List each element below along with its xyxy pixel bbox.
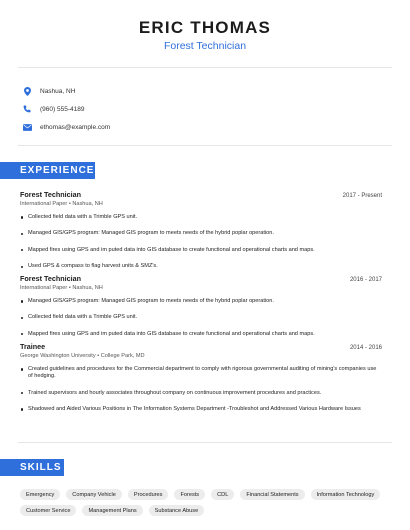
job-dates: 2016 - 2017 xyxy=(349,277,382,283)
job-title: Trainee xyxy=(20,342,46,351)
contact-list xyxy=(22,82,110,136)
job-organization: International Paper • Nashua, NH xyxy=(20,201,103,207)
resume-header xyxy=(0,0,410,53)
skill-chip: CDL xyxy=(211,489,234,500)
job-title-heading: Forest Technician xyxy=(163,40,247,52)
contact-divider xyxy=(18,145,392,146)
header-divider xyxy=(18,67,392,68)
job-bullet: Collected field data with a Trimble GPS unit. xyxy=(20,314,382,321)
contact-location xyxy=(22,82,110,100)
job-bullet: Collected field data with a Trimble GPS unit. xyxy=(20,214,382,221)
contact-phone xyxy=(22,100,110,118)
job-bullet: Managed GIS/GPS program: Managed GIS program to meets needs of the hybrid poplar operation. xyxy=(20,230,382,237)
job-organization: International Paper • Nashua, NH xyxy=(20,285,103,291)
skills-list xyxy=(20,489,400,521)
experience-section-heading: EXPERIENCE xyxy=(0,162,95,179)
job-bullet: Used GPS & compass to flag harvest units & SMZ's. xyxy=(20,263,382,270)
skill-chip: Information Technology xyxy=(311,489,381,500)
skill-chip: Emergency xyxy=(20,489,60,500)
job-bullet: Trained supervisors and hourly associates throughout company on continuous improvement procedures and practices. xyxy=(20,390,382,397)
location-pin-icon xyxy=(22,86,32,96)
job-entry xyxy=(20,342,382,422)
skill-chip: Forests xyxy=(174,489,205,500)
contact-email xyxy=(22,118,110,136)
skill-chip: Management Plans xyxy=(82,505,142,516)
job-dates: 2014 - 2016 xyxy=(349,345,382,351)
skill-chip: Financial Statements xyxy=(240,489,304,500)
job-organization: George Washington University • College Park, MD xyxy=(20,353,145,359)
experience-divider xyxy=(18,442,392,443)
job-bullet: Mapped fires using GPS and im puted data into GIS database to create functional and operational charts and maps. xyxy=(20,331,382,338)
location-text: Nashua, NH xyxy=(40,87,76,95)
job-bullet: Shadowed and Aided Various Positions in The Information Systems Department -Troubleshot and Addressed Various Hardware Issues xyxy=(20,406,382,413)
person-name: ERIC THOMAS xyxy=(138,18,272,37)
job-entry xyxy=(20,274,382,347)
skills-section-heading: SKILLS xyxy=(0,459,64,476)
skill-chip: Substance Abuse xyxy=(149,505,205,516)
job-bullet: Managed GIS/GPS program: Managed GIS program to meets needs of the hybrid poplar operation. xyxy=(20,298,382,305)
job-dates: 2017 - Present xyxy=(342,193,382,199)
job-entry xyxy=(20,190,382,280)
skill-chip: Company Vehicle xyxy=(66,489,122,500)
skill-chip: Customer Service xyxy=(20,505,76,516)
phone-text: (960) 555-4189 xyxy=(40,105,85,113)
skill-chip: Procedures xyxy=(128,489,169,500)
job-bullet: Mapped fires using GPS and im puted data into GIS database to create functional and operational charts and maps. xyxy=(20,247,382,254)
phone-icon xyxy=(22,104,32,114)
job-title: Forest Technician xyxy=(20,274,81,283)
job-bullet: Created guidelines and procedures for the Commercial department to comply with rigorous governmental auditing of mining's companies use of hedging. xyxy=(20,366,382,380)
email-link[interactable]: ethomas@example.com xyxy=(40,123,111,131)
job-title: Forest Technician xyxy=(20,190,81,199)
envelope-icon xyxy=(22,122,32,132)
